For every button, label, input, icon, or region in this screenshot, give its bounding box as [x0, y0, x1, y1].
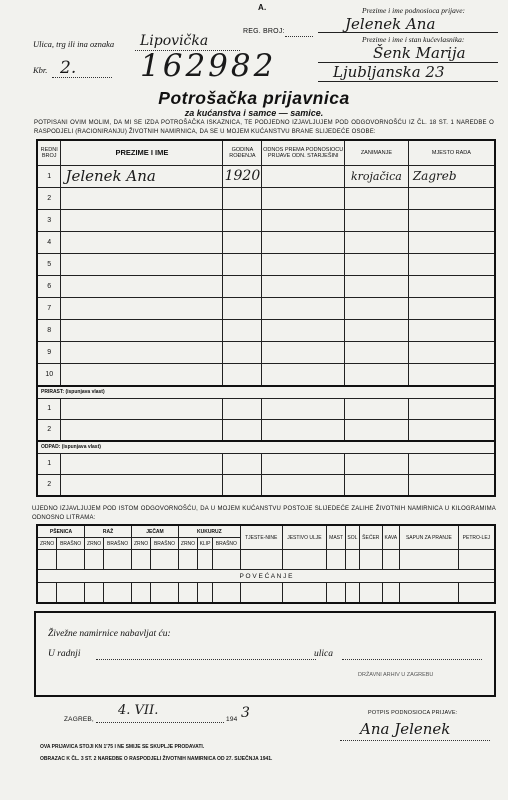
shop-label: U radnji [48, 649, 81, 659]
row-no: 1 [37, 453, 61, 474]
row-job [344, 253, 408, 275]
row-relation [262, 231, 345, 253]
row-no: 2 [37, 187, 61, 209]
sub-brasno: BRAŠNO [212, 538, 240, 550]
sub-klip: KLIP [198, 538, 213, 550]
row-place [408, 398, 495, 419]
row-job [344, 341, 408, 363]
row-place [408, 419, 495, 441]
stock-row [37, 550, 495, 570]
row-place [408, 341, 495, 363]
row-no: 9 [37, 341, 61, 363]
archive-stamp: DRŽAVNI ARHIV U ZAGREBU [358, 672, 434, 678]
table-row [37, 209, 495, 231]
odpad-label: ODPAD: (ispunjava vlast) [37, 441, 495, 454]
row-name [61, 474, 223, 496]
col-header-place: MJESTO RADA [408, 140, 495, 165]
supply-box [34, 611, 496, 697]
col-mast: MAST [327, 525, 346, 550]
row-relation [262, 474, 345, 496]
col-header-name: PREZIME I IME [61, 140, 223, 165]
row-no: 3 [37, 209, 61, 231]
row-relation [262, 297, 345, 319]
form-subtitle: za kućanstva i samce — samice. [184, 108, 324, 118]
row-name [61, 341, 223, 363]
row-relation [262, 419, 345, 441]
row-name [61, 363, 223, 386]
place-label: ZAGREB, [64, 716, 94, 723]
col-ulje: JESTIVO ULJE [282, 525, 327, 550]
row-no: 7 [37, 297, 61, 319]
sub-brasno: BRAŠNO [104, 538, 132, 550]
signature-label-top: Prezime i ime podnosioca prijave: [362, 6, 466, 15]
stock-row [37, 583, 495, 603]
col-header-year: GODINA ROĐENJA [223, 140, 262, 165]
row-relation [262, 253, 345, 275]
col-petrolej: PETRO-LEJ [458, 525, 495, 550]
kbr-label: Kbr. [33, 65, 48, 75]
col-kava: KAVA [382, 525, 399, 550]
row-job [344, 474, 408, 496]
row-no: 2 [37, 419, 61, 441]
povecanje-label: P O V E Ć A N J E [37, 570, 495, 583]
table-row [37, 419, 495, 441]
row-year [223, 275, 262, 297]
row-name [61, 209, 223, 231]
row-place [408, 253, 495, 275]
row-year [223, 474, 262, 496]
row-place [408, 319, 495, 341]
col-header-job: ZANIMANJE [344, 140, 408, 165]
table-row [37, 341, 495, 363]
table-row [37, 165, 495, 187]
prirast-label: PRIRAST: (ispunjava vlast) [37, 386, 495, 399]
footer-signature-value: Ana Jelenek [360, 720, 451, 738]
row-place [408, 275, 495, 297]
sub-zrno: ZRNO [178, 538, 197, 550]
signature-value-top: Jelenek Ana [345, 15, 436, 33]
owner-name: Šenk Marija [373, 44, 466, 62]
row-relation [262, 398, 345, 419]
row-relation [262, 341, 345, 363]
group-raz: RAŽ [85, 525, 132, 538]
row-name [61, 297, 223, 319]
street-value: Lipovička [140, 33, 209, 49]
row-place [408, 453, 495, 474]
year-prefix: 194 [226, 716, 238, 723]
row-job [344, 209, 408, 231]
reg-broj-label: REG. BROJ: [243, 28, 285, 35]
footer-signature-label: POTPIS PODNOSIOCA PRIJAVE: [368, 710, 458, 716]
row-no: 5 [37, 253, 61, 275]
row-no: 6 [37, 275, 61, 297]
row-year [223, 209, 262, 231]
row-year [223, 341, 262, 363]
row-no: 8 [37, 319, 61, 341]
col-sol: SOL [345, 525, 359, 550]
kbr-value: 2. [60, 58, 77, 78]
sub-brasno: BRAŠNO [57, 538, 85, 550]
owner-label: Prezime i ime i stan kućevlasnika: [362, 35, 465, 44]
row-name [61, 231, 223, 253]
row-relation [262, 363, 345, 386]
row-name: Jelenek Ana [61, 165, 223, 187]
row-year [223, 398, 262, 419]
street-label: Ulica, trg ili ina oznaka [33, 39, 115, 49]
row-place [408, 297, 495, 319]
row-job [344, 363, 408, 386]
row-year [223, 419, 262, 441]
row-job [344, 187, 408, 209]
statement-text: UJEDNO IZJAVLJUJEM POD ISTOM ODGOVORNOŠĆU, DA U MOJEM KUĆANSTVU POSTOJE SLIJEDEĆE ZALIHE ŽIVOTNIH NAMIRNICA U KILOGRAMIMA ODNOSNO LITRAMA: [32, 506, 496, 521]
year-suffix: 3 [241, 705, 250, 721]
row-job: krojačica [344, 165, 408, 187]
row-year [223, 363, 262, 386]
table-row [37, 453, 495, 474]
kbr-line [52, 77, 112, 78]
shop-line [96, 659, 316, 660]
row-place [408, 231, 495, 253]
row-name [61, 398, 223, 419]
row-job [344, 398, 408, 419]
col-sapun: SAPUN ZA PRANJE [399, 525, 458, 550]
serial-number: 162982 [140, 48, 277, 84]
row-place [408, 187, 495, 209]
row-name [61, 419, 223, 441]
reg-broj-line [285, 36, 313, 37]
street-label-supply: ulica [314, 649, 333, 659]
group-jecam: JEČAM [132, 525, 179, 538]
table-row [37, 363, 495, 386]
form-title: Potrošačka prijavnica [158, 88, 350, 108]
table-row [37, 398, 495, 419]
intro-text: POTPISANI OVIM MOLIM, DA MI SE IZDA POTROŠAČKA ISKAZNICA, TE PODJEDNO IZJAVLJUJEM POD ODGOVORNOŠĆU IZ ČL. 18 ST. 1 NAREDBE O RASPODJELI (RACIONIRANJU) ŽIVOTNIH NAMIRNICA, DA SE U MOJEM KUĆANSTVU BRANE SLIJEDEĆE OSOBE: [34, 120, 494, 135]
sub-zrno: ZRNO [85, 538, 104, 550]
row-name [61, 319, 223, 341]
table-row [37, 253, 495, 275]
row-name [61, 453, 223, 474]
row-job [344, 453, 408, 474]
footer-note-2: OBRAZAC K ČL. 3 ST. 2 NAREDBE O RASPODJELI ŽIVOTNIH NAMIRNICA OD 27. SIJEČNJA 1941. [40, 756, 273, 762]
col-header-no: REDNI BROJ [37, 140, 61, 165]
row-relation [262, 319, 345, 341]
persons-table [36, 139, 496, 497]
group-kukuruz: KUKURUZ [178, 525, 240, 538]
row-name [61, 275, 223, 297]
row-year [223, 297, 262, 319]
owner-address: Ljubljanska 23 [333, 63, 445, 81]
stock-table [36, 524, 496, 604]
table-row [37, 187, 495, 209]
row-job [344, 319, 408, 341]
mark-a: A. [258, 3, 267, 12]
table-row [37, 231, 495, 253]
row-job [344, 275, 408, 297]
row-year [223, 187, 262, 209]
owner-line-2 [318, 81, 498, 82]
row-no: 2 [37, 474, 61, 496]
row-job [344, 231, 408, 253]
row-year [223, 319, 262, 341]
footer-signature-line [340, 740, 490, 741]
row-relation [262, 209, 345, 231]
row-year [223, 253, 262, 275]
table-row [37, 275, 495, 297]
col-secer: ŠEĆER [359, 525, 382, 550]
row-place [408, 209, 495, 231]
table-row [37, 319, 495, 341]
supply-label: Živežne namirnice nabavljat ću: [48, 629, 171, 639]
row-place: Zagreb [408, 165, 495, 187]
row-relation [262, 275, 345, 297]
row-job [344, 419, 408, 441]
row-no: 4 [37, 231, 61, 253]
row-name [61, 187, 223, 209]
row-year: 1920 [223, 165, 262, 187]
sub-zrno: ZRNO [37, 538, 57, 550]
row-year [223, 453, 262, 474]
sub-brasno: BRAŠNO [151, 538, 179, 550]
date-value: 4. VII. [118, 703, 159, 718]
group-psenica: PŠENICA [37, 525, 85, 538]
table-row [37, 474, 495, 496]
row-year [223, 231, 262, 253]
date-line [96, 722, 224, 723]
row-job [344, 297, 408, 319]
footer-note-1: OVA PRIJAVICA STOJI KN 1'75 I NE SMIJE SE SKUPLJE PRODAVATI. [40, 744, 205, 750]
sub-zrno: ZRNO [132, 538, 151, 550]
col-header-relation: ODNOS PREMA PODNOSIOCU PRIJAVE ODN. STARJEŠINI [262, 140, 345, 165]
row-no: 10 [37, 363, 61, 386]
row-no: 1 [37, 398, 61, 419]
signature-line-top [318, 32, 498, 33]
row-no: 1 [37, 165, 61, 187]
row-relation [262, 187, 345, 209]
supply-street-line [342, 659, 482, 660]
col-tjestenine: TJESTE-NINE [240, 525, 282, 550]
row-relation [262, 165, 345, 187]
table-row [37, 297, 495, 319]
row-place [408, 363, 495, 386]
row-place [408, 474, 495, 496]
row-name [61, 253, 223, 275]
row-relation [262, 453, 345, 474]
